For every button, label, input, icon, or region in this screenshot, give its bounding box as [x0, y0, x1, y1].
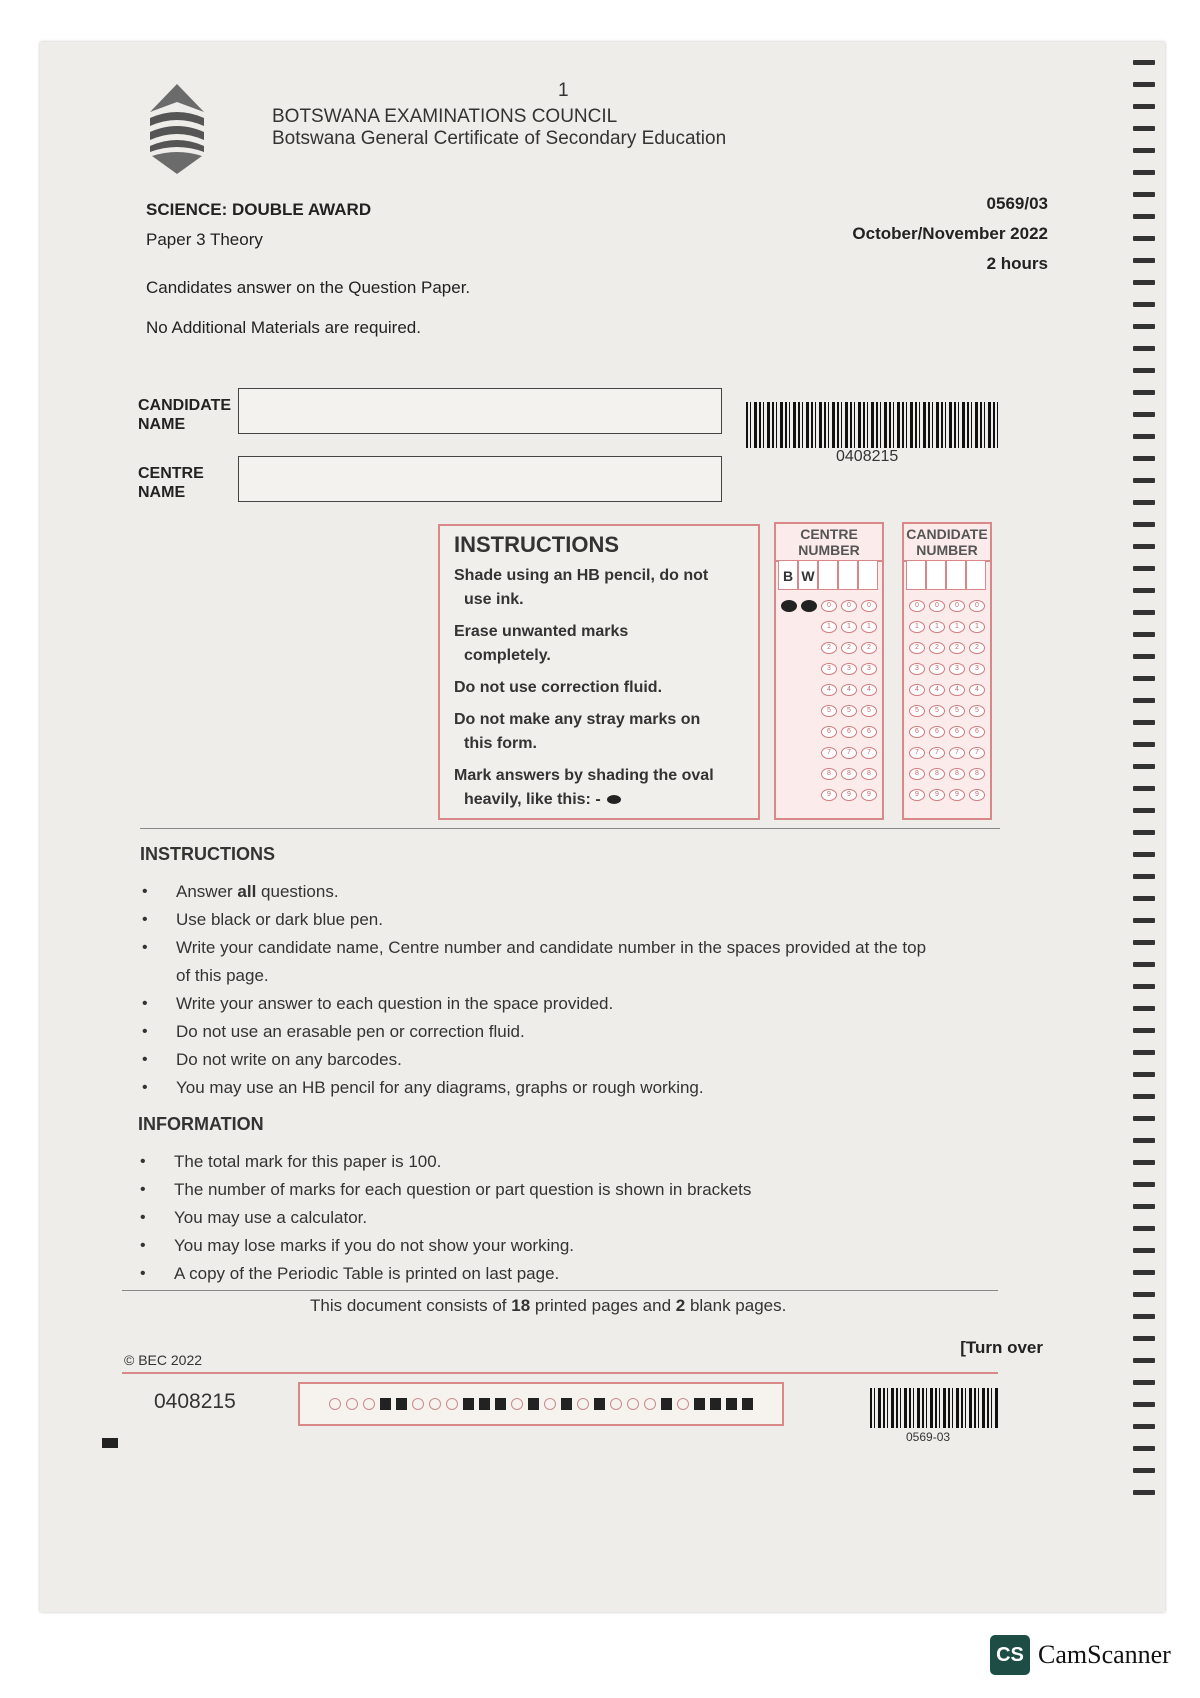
track-square — [463, 1398, 474, 1410]
information-heading: INFORMATION — [138, 1114, 264, 1134]
binding-mark — [1133, 368, 1155, 373]
digit-oval[interactable]: 1 — [841, 621, 857, 633]
number-column — [798, 560, 820, 818]
number-column — [858, 560, 880, 818]
column-head-cell[interactable] — [966, 560, 986, 590]
bec-logo-icon — [142, 82, 212, 177]
digit-oval[interactable]: 9 — [861, 789, 877, 801]
binding-mark — [1133, 522, 1155, 527]
digit-oval[interactable]: 0 — [861, 600, 877, 612]
digit-oval[interactable]: 0 — [929, 600, 945, 612]
centre-name-label: CENTRE NAME — [138, 465, 204, 501]
binding-mark — [1133, 346, 1155, 351]
track-square — [661, 1398, 672, 1410]
filled-oval[interactable] — [801, 600, 817, 612]
digit-oval[interactable]: 5 — [929, 705, 945, 717]
binding-mark — [1133, 478, 1155, 483]
digit-oval[interactable]: 4 — [821, 684, 837, 696]
divider-line-bottom — [122, 1290, 998, 1291]
digit-oval[interactable]: 6 — [841, 726, 857, 738]
omr-instructions-title: INSTRUCTIONS — [454, 532, 619, 557]
example-filled-oval-icon — [607, 795, 621, 804]
digit-oval[interactable]: 6 — [861, 726, 877, 738]
digit-oval[interactable]: 3 — [909, 663, 925, 675]
digit-oval[interactable]: 1 — [861, 621, 877, 633]
digit-oval[interactable]: 3 — [949, 663, 965, 675]
digit-oval[interactable]: 8 — [929, 768, 945, 780]
binding-mark — [1133, 1094, 1155, 1099]
instruction-item: • You may use an HB pencil for any diagrams, graphs or rough working. — [138, 1074, 938, 1102]
turn-over: [Turn over — [960, 1338, 1043, 1357]
binding-mark — [1133, 786, 1155, 791]
centre-number-title: CENTRE NUMBER — [776, 524, 882, 562]
divider-line — [140, 828, 1000, 829]
binding-mark — [1133, 918, 1155, 923]
track-circle — [329, 1398, 341, 1410]
binding-mark — [1133, 830, 1155, 835]
information-item: • A copy of the Periodic Table is printed on last page. — [136, 1260, 936, 1288]
digit-oval[interactable]: 1 — [821, 621, 837, 633]
number-column — [818, 560, 840, 818]
digit-oval[interactable]: 5 — [949, 705, 965, 717]
binding-mark — [1133, 412, 1155, 417]
top-barcode-number: 0408215 — [836, 448, 899, 465]
digit-oval[interactable]: 9 — [841, 789, 857, 801]
filled-oval[interactable] — [781, 600, 797, 612]
digit-oval[interactable]: 3 — [929, 663, 945, 675]
track-circle — [544, 1398, 556, 1410]
column-head-cell[interactable]: W — [798, 560, 818, 590]
binding-mark — [1133, 808, 1155, 813]
digit-oval[interactable]: 7 — [969, 747, 985, 759]
instruction-item: • Do not use an erasable pen or correction fluid. — [138, 1018, 938, 1046]
binding-mark — [1133, 456, 1155, 461]
candidate-number-title: CANDIDATE NUMBER — [904, 524, 990, 562]
binding-mark — [1133, 434, 1155, 439]
digit-oval[interactable]: 7 — [861, 747, 877, 759]
binding-mark — [1133, 852, 1155, 857]
certificate-name: Botswana General Certificate of Secondary Education — [272, 128, 727, 149]
track-circle — [677, 1398, 689, 1410]
binding-mark — [1133, 1358, 1155, 1363]
binding-mark — [1133, 1182, 1155, 1187]
column-head-cell[interactable] — [838, 560, 858, 590]
digit-oval[interactable]: 6 — [821, 726, 837, 738]
digit-oval[interactable]: 8 — [969, 768, 985, 780]
track-circle — [577, 1398, 589, 1410]
binding-mark — [1133, 588, 1155, 593]
column-head-cell[interactable]: B — [778, 560, 798, 590]
binding-mark — [1133, 742, 1155, 747]
track-circle — [412, 1398, 424, 1410]
column-head-cell[interactable] — [926, 560, 946, 590]
footer-line — [122, 1372, 998, 1374]
binding-mark — [1133, 1336, 1155, 1341]
binding-mark — [1133, 1380, 1155, 1385]
binding-mark — [1133, 1424, 1155, 1429]
binding-mark — [1133, 1402, 1155, 1407]
digit-oval[interactable]: 8 — [841, 768, 857, 780]
binding-mark — [1133, 1248, 1155, 1253]
binding-mark — [1133, 214, 1155, 219]
binding-mark — [1133, 1072, 1155, 1077]
top-barcode — [746, 402, 998, 448]
digit-oval[interactable]: 0 — [969, 600, 985, 612]
paper-title: Paper 3 Theory — [146, 230, 263, 249]
digit-oval[interactable]: 3 — [969, 663, 985, 675]
binding-mark — [1133, 1204, 1155, 1209]
binding-mark — [1133, 1292, 1155, 1297]
bottom-number: 0408215 — [154, 1390, 236, 1413]
binding-mark — [1133, 258, 1155, 263]
digit-oval[interactable]: 2 — [969, 642, 985, 654]
binding-mark — [1133, 1028, 1155, 1033]
digit-oval[interactable]: 7 — [929, 747, 945, 759]
information-item: • You may lose marks if you do not show your working. — [136, 1232, 936, 1260]
binding-mark — [1133, 764, 1155, 769]
digit-oval[interactable]: 8 — [861, 768, 877, 780]
digit-oval[interactable]: 5 — [841, 705, 857, 717]
digit-oval[interactable]: 2 — [949, 642, 965, 654]
binding-mark — [1133, 1226, 1155, 1231]
binding-mark — [1133, 1270, 1155, 1275]
digit-oval[interactable]: 4 — [841, 684, 857, 696]
track-square — [479, 1398, 490, 1410]
binding-mark — [1133, 1446, 1155, 1451]
information-item: • The number of marks for each question or part question is shown in brackets — [136, 1176, 936, 1204]
materials-note: No Additional Materials are required. — [146, 318, 421, 337]
omr-instructions-box — [438, 524, 760, 820]
candidate-number-grid — [902, 522, 992, 820]
column-head-cell[interactable] — [906, 560, 926, 590]
digit-oval[interactable]: 7 — [821, 747, 837, 759]
track-square — [561, 1398, 572, 1410]
binding-mark — [1133, 962, 1155, 967]
digit-oval[interactable]: 5 — [861, 705, 877, 717]
binding-mark — [1133, 676, 1155, 681]
binding-mark — [1133, 390, 1155, 395]
number-column — [838, 560, 860, 818]
digit-oval[interactable]: 5 — [909, 705, 925, 717]
track-circle — [610, 1398, 622, 1410]
digit-oval[interactable]: 9 — [949, 789, 965, 801]
page-count-note: This document consists of 18 printed pages and 2 blank pages. — [310, 1296, 787, 1315]
binding-mark — [1133, 1006, 1155, 1011]
instruction-item: • Write your answer to each question in the space provided. — [138, 990, 938, 1018]
binding-mark — [1133, 610, 1155, 615]
binding-mark — [1133, 60, 1155, 65]
binding-mark — [1133, 1116, 1155, 1121]
track-circle — [429, 1398, 441, 1410]
tracking-marks — [298, 1382, 784, 1426]
binding-mark — [1133, 544, 1155, 549]
digit-oval[interactable]: 7 — [909, 747, 925, 759]
track-square — [694, 1398, 705, 1410]
column-head-cell[interactable] — [946, 560, 966, 590]
instruction-item: • Do not write on any barcodes. — [138, 1046, 938, 1074]
binding-mark — [1133, 566, 1155, 571]
binding-mark — [1133, 236, 1155, 241]
track-circle — [627, 1398, 639, 1410]
information-list — [136, 1148, 936, 1288]
information-item: • You may use a calculator. — [136, 1204, 936, 1232]
subject-title: SCIENCE: DOUBLE AWARD — [146, 200, 372, 219]
digit-oval[interactable]: 4 — [861, 684, 877, 696]
digit-oval[interactable]: 1 — [969, 621, 985, 633]
candidate-name-field[interactable] — [238, 388, 722, 434]
digit-oval[interactable]: 3 — [841, 663, 857, 675]
copyright: © BEC 2022 — [124, 1352, 203, 1368]
binding-mark — [1133, 82, 1155, 87]
digit-oval[interactable]: 2 — [861, 642, 877, 654]
digit-oval[interactable]: 5 — [969, 705, 985, 717]
digit-oval[interactable]: 2 — [841, 642, 857, 654]
digit-oval[interactable]: 1 — [909, 621, 925, 633]
number-column — [778, 560, 800, 818]
omr-instructions-list — [454, 564, 750, 820]
omr-instruction-item: Do not make any stray marks on this form. — [454, 711, 701, 752]
binding-mark — [1133, 192, 1155, 197]
omr-instruction-item: Do not use correction fluid. — [454, 679, 663, 696]
binding-mark — [1133, 148, 1155, 153]
paper-code: 0569/03 — [986, 194, 1048, 213]
digit-oval[interactable]: 2 — [821, 642, 837, 654]
track-circle — [644, 1398, 656, 1410]
binding-mark — [1133, 280, 1155, 285]
omr-instruction-item: Erase unwanted marks completely. — [454, 623, 629, 664]
binding-mark — [1133, 1050, 1155, 1055]
number-column — [906, 560, 928, 818]
digit-oval[interactable]: 4 — [969, 684, 985, 696]
track-square — [528, 1398, 539, 1410]
digit-oval[interactable]: 8 — [949, 768, 965, 780]
binding-mark — [1133, 500, 1155, 505]
council-name: BOTSWANA EXAMINATIONS COUNCIL — [272, 106, 618, 127]
digit-oval[interactable]: 1 — [929, 621, 945, 633]
binding-mark — [1133, 1314, 1155, 1319]
bottom-barcode-code: 0569-03 — [906, 1430, 951, 1444]
instruction-item: • Answer all questions. — [138, 878, 938, 906]
camscanner-name: CamScanner — [1038, 1640, 1171, 1669]
digit-oval[interactable]: 4 — [949, 684, 965, 696]
instruction-item: • Write your candidate name, Centre number and candidate number in the spaces provided at the top of this page. — [138, 934, 938, 990]
digit-oval[interactable]: 0 — [841, 600, 857, 612]
digit-oval[interactable]: 6 — [929, 726, 945, 738]
binding-mark — [1133, 1468, 1155, 1473]
answer-note: Candidates answer on the Question Paper. — [146, 278, 471, 297]
digit-oval[interactable]: 4 — [929, 684, 945, 696]
column-head-cell[interactable] — [818, 560, 838, 590]
corner-mark — [102, 1438, 118, 1448]
track-square — [396, 1398, 407, 1410]
digit-oval[interactable]: 6 — [949, 726, 965, 738]
information-item: • The total mark for this paper is 100. — [136, 1148, 936, 1176]
track-square — [710, 1398, 721, 1410]
omr-instruction-item: Mark answers by shading the oval heavily, like this: - — [454, 767, 714, 808]
track-circle — [363, 1398, 375, 1410]
binding-mark — [1133, 126, 1155, 131]
binding-mark — [1133, 874, 1155, 879]
digit-oval[interactable]: 1 — [949, 621, 965, 633]
digit-oval[interactable]: 6 — [969, 726, 985, 738]
track-square — [742, 1398, 753, 1410]
digit-oval[interactable]: 9 — [969, 789, 985, 801]
column-head-cell[interactable] — [858, 560, 878, 590]
exam-session: October/November 2022 — [852, 224, 1048, 243]
binding-mark — [1133, 1160, 1155, 1165]
binding-mark — [1133, 984, 1155, 989]
binding-mark — [1133, 170, 1155, 175]
instructions-heading: INSTRUCTIONS — [140, 844, 275, 864]
track-square — [380, 1398, 391, 1410]
digit-oval[interactable]: 8 — [909, 768, 925, 780]
binding-mark — [1133, 720, 1155, 725]
track-circle — [446, 1398, 458, 1410]
binding-mark — [1133, 896, 1155, 901]
centre-name-field[interactable] — [238, 456, 722, 502]
digit-oval[interactable]: 7 — [841, 747, 857, 759]
omr-instruction-item: Shade using an HB pencil, do not use ink. — [454, 567, 709, 608]
binding-marks — [1133, 60, 1155, 1512]
digit-oval[interactable]: 7 — [949, 747, 965, 759]
digit-oval[interactable]: 3 — [861, 663, 877, 675]
bottom-barcode — [870, 1388, 1000, 1428]
binding-mark — [1133, 940, 1155, 945]
digit-oval[interactable]: 9 — [821, 789, 837, 801]
digit-oval[interactable]: 2 — [929, 642, 945, 654]
binding-mark — [1133, 698, 1155, 703]
camscanner-logo-icon: CS — [990, 1635, 1030, 1675]
binding-mark — [1133, 1490, 1155, 1495]
track-square — [495, 1398, 506, 1410]
digit-oval[interactable]: 9 — [909, 789, 925, 801]
digit-oval[interactable]: 8 — [821, 768, 837, 780]
exam-cover-page — [40, 42, 1165, 1612]
digit-oval[interactable]: 2 — [909, 642, 925, 654]
digit-oval[interactable]: 0 — [821, 600, 837, 612]
track-circle — [346, 1398, 358, 1410]
candidate-name-label: CANDIDATE NAME — [138, 397, 232, 433]
track-square — [594, 1398, 605, 1410]
binding-mark — [1133, 324, 1155, 329]
binding-mark — [1133, 632, 1155, 637]
digit-oval[interactable]: 9 — [929, 789, 945, 801]
number-column — [946, 560, 968, 818]
digit-oval[interactable]: 0 — [949, 600, 965, 612]
binding-mark — [1133, 1138, 1155, 1143]
page-number: 1 — [558, 80, 569, 101]
number-column — [926, 560, 948, 818]
digit-oval[interactable]: 6 — [909, 726, 925, 738]
binding-mark — [1133, 302, 1155, 307]
instruction-item: • Use black or dark blue pen. — [138, 906, 938, 934]
instructions-list — [138, 878, 938, 1102]
digit-oval[interactable]: 0 — [909, 600, 925, 612]
number-column — [966, 560, 988, 818]
binding-mark — [1133, 654, 1155, 659]
track-circle — [511, 1398, 523, 1410]
digit-oval[interactable]: 5 — [821, 705, 837, 717]
centre-number-grid — [774, 522, 884, 820]
exam-duration: 2 hours — [986, 254, 1048, 273]
digit-oval[interactable]: 4 — [909, 684, 925, 696]
binding-mark — [1133, 104, 1155, 109]
track-square — [726, 1398, 737, 1410]
camscanner-watermark — [990, 1635, 1171, 1675]
digit-oval[interactable]: 3 — [821, 663, 837, 675]
